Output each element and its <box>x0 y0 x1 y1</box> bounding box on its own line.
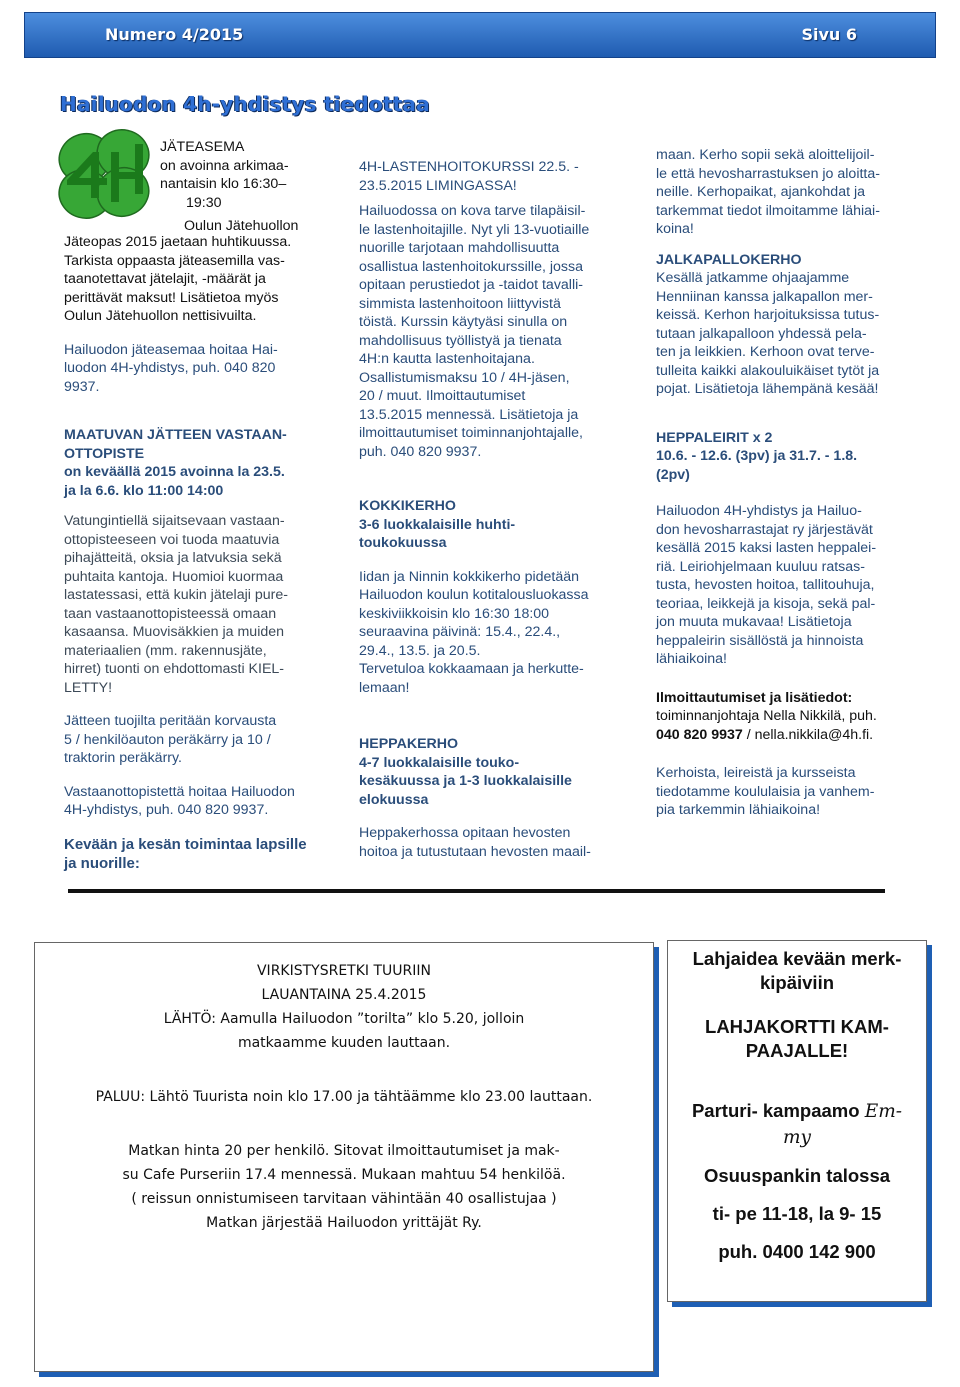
text-line: heppaleirin sisällöstä ja hinnoista <box>656 632 864 649</box>
heppakerho-paragraph <box>359 824 649 861</box>
text-line: seuraavina päivinä: 15.4., 22.4., <box>359 624 561 640</box>
salon-prefix: Parturi- kampaamo <box>691 1100 865 1121</box>
text-line: keissä. Kerhon harjoituksissa tutus- <box>656 307 880 323</box>
text-line: pihajätteitä, oksia ja latvuksia sekä <box>64 550 282 566</box>
salon-location: Osuuspankin talossa <box>703 1165 891 1186</box>
trip-info-line: Matkan järjestää Hailuodon yrittäjät Ry. <box>206 1215 482 1231</box>
jateasema-title: JÄTEASEMA <box>160 139 245 155</box>
text-line: tutaan jalkapalloon yhdessä pela- <box>656 325 867 342</box>
text-line: Hailuodossa on kova tarve tilapäisil- <box>359 203 586 219</box>
ilmoittautumiset-block <box>656 689 946 745</box>
text-line: 3-6 luokkalaisille huhti- <box>359 516 516 533</box>
text-line: opitaan perustiedot ja -taidot tavalli- <box>359 277 583 293</box>
text-line: OTTOPISTE <box>64 445 145 462</box>
column-2 <box>359 158 649 876</box>
maatuva-title <box>64 426 334 463</box>
text-line: KOKKIKERHO <box>359 498 456 514</box>
text-line: mahdollisuus työllistyä ja tienata <box>359 332 562 349</box>
text-line: le että hevosharrastuksen jo aloitta- <box>656 165 880 182</box>
trip-info-line: su Cafe Purseriin 17.4 mennessä. Mukaan mahtuu 54 henkilöä. <box>122 1167 566 1183</box>
text-line: le lastenhoitajille. Nyt yli 13-vuotiaille <box>359 221 590 238</box>
text-line: 23.5.2015 LIMINGASSA! <box>359 177 517 194</box>
text-line: tarkemmat tiedot ilmoitamme lähiai- <box>656 202 880 219</box>
phone-number: 040 820 9937 <box>656 726 743 743</box>
text-line: kasaansa. Muovisäkkien ja muiden <box>64 624 285 640</box>
text-line: on keväällä 2015 avoinna la 23.5. <box>64 464 285 480</box>
text-line: taan vastaanottopisteessä omaan <box>64 605 277 622</box>
text-line: puh. 040 820 9937. <box>359 443 482 460</box>
text-line: don hevosharrastajat ry järjestävät <box>656 521 873 538</box>
text-line: 4H-LASTENHOITOKURSSI 22.5. - <box>359 159 579 175</box>
trip-title: VIRKISTYSRETKI TUURIIN <box>256 963 431 979</box>
text-line: elokuussa <box>359 791 429 808</box>
trip-info-line: ( reissun onnistumiseen tarvitaan vähintään 40 osallistujaa ) <box>131 1191 557 1207</box>
text-line: lastatessasi, että kukin jätelaji pure- <box>64 587 288 603</box>
text-line: Oulun Jätehuollon nettisivuilta. <box>64 308 257 324</box>
column-3 <box>656 146 946 835</box>
text-line: MAATUVAN JÄTTEEN VASTAAN- <box>64 427 287 443</box>
heppaleirit-title <box>656 429 946 485</box>
text-line: puhtaita kantoja. Huomioi kuormaa <box>64 568 284 585</box>
jateasema-line: on avoinna arkimaa- <box>160 157 289 174</box>
section-divider <box>68 889 885 893</box>
ilmoittautumiset-title: Ilmoittautumiset ja lisätiedot: <box>656 689 853 706</box>
text-line: Hailuodon jäteasemaa hoitaa Hai- <box>64 341 278 358</box>
jateopas-paragraph <box>64 233 334 326</box>
text-line: koina! <box>656 221 694 237</box>
trip-info-line: Matkan hinta 20 per henkilö. Sitovat ilmoittautumiset ja mak- <box>128 1143 560 1159</box>
column-1 <box>64 233 334 888</box>
gift-card-line: LAHJAKORTTI KAM- <box>705 1016 889 1037</box>
heppakerho-continued <box>656 146 946 239</box>
text-line: ten ja leikkien. Kerhoon ovat terve- <box>656 344 875 360</box>
jateasema-oulun: Oulun Jätehuollon <box>184 218 299 234</box>
kevaan-toimintaa-heading <box>64 835 334 873</box>
salon-phone: puh. 0400 142 900 <box>718 1241 876 1262</box>
text-line: 20 / muut. Ilmoittautumiset <box>359 388 526 404</box>
text-line: Iidan ja Ninnin kokkikerho pidetään <box>359 568 580 585</box>
maatuva-when <box>64 463 334 500</box>
text-line: Vastaanottopistettä hoitaa Hailuodon <box>64 783 295 800</box>
email-address[interactable]: / nella.nikkila@4h.fi. <box>742 726 874 743</box>
lastenhoito-paragraph <box>359 202 649 461</box>
text-line: 4H:n kautta lastenhoitajana. <box>359 351 535 367</box>
text-line: simmista lastenhoitoon liittyvistä <box>359 295 561 312</box>
text-line: 5 / henkilöauton peräkärry ja 10 / <box>64 731 271 748</box>
text-line: Henniinan kanssa jalkapallon mer- <box>656 288 873 305</box>
text-line: Kesällä jatkamme ohjaajamme <box>656 270 850 286</box>
gift-title-line: kipäiviin <box>759 972 835 993</box>
text-line: toiminnanjohtaja Nella Nikkilä, puh. <box>656 708 877 724</box>
text-line: keskiviikkoisin klo 16:30 18:00 <box>359 605 550 622</box>
text-line: Heppakerhossa opitaan hevosten <box>359 825 571 841</box>
text-line: tiedotamme koululaisia ja vanhem- <box>656 783 875 800</box>
text-line: 13.5.2015 mennessä. Lisätietoja ja <box>359 406 579 423</box>
text-line: Kevään ja kesän toimintaa lapsille <box>64 835 307 853</box>
tiedotus-paragraph <box>656 764 946 820</box>
text-line: hoitoa ja tutustutaan hevosten maail- <box>359 843 591 860</box>
text-line: Kerhoista, leireistä ja kursseista <box>656 765 856 781</box>
gift-card-line: PAAJALLE! <box>745 1040 849 1061</box>
4h-clover-logo-icon <box>55 122 155 232</box>
salon-name-part: Em- <box>864 1101 903 1122</box>
text-line: pia tarkemmin lähiaikoina! <box>656 802 821 818</box>
trip-departure-cont: matkaamme kuuden lauttaan. <box>237 1035 451 1051</box>
text-line: kesäkuussa ja 1-3 luokkalaisille <box>359 773 572 789</box>
heppakerho-title <box>359 735 649 809</box>
text-line: neille. Kerhopaikat, ajankohdat ja <box>656 184 866 200</box>
text-line: hirret) tuonti on ehdottomasti KIEL- <box>64 661 285 677</box>
text-line: Tervetuloa kokkaamaan ja herkutte- <box>359 661 584 677</box>
text-line: riä. Leiriohjelmaan kuuluu ratsas- <box>656 558 865 575</box>
korvaus-paragraph <box>64 712 334 768</box>
salon-hours: ti- pe 11-18, la 9- 15 <box>712 1203 882 1224</box>
text-line: 29.4., 13.5. ja 20.5. <box>359 642 481 659</box>
text-line: töistä. Kurssin käytyäsi sinulla on <box>359 314 568 330</box>
text-line: pojat. Lisätietoja lähempänä kesää! <box>656 381 879 397</box>
text-line: HEPPALEIRIT x 2 <box>656 429 773 446</box>
salon-name-line <box>668 1099 926 1124</box>
gift-title-line: Lahjaidea kevään merk- <box>692 948 902 969</box>
text-line: kesällä 2015 kaksi lasten heppalei- <box>656 540 877 556</box>
text-line: (2pv) <box>656 466 690 483</box>
text-line: Osallistumismaksu 10 / 4H-jäsen, <box>359 369 570 386</box>
text-line: luodon 4H-yhdistys, puh. 040 820 <box>64 360 276 376</box>
text-line: Vatungintiellä sijaitsevaan vastaan- <box>64 513 285 529</box>
page-header-bar <box>24 12 936 58</box>
text-line: ilmoittautumiset toiminnanjohtajalle, <box>359 425 583 441</box>
text-line: Hailuodon 4H-yhdistys ja Hailuo- <box>656 503 862 519</box>
text-line: toukokuussa <box>359 535 447 551</box>
text-line: jon muuta mukavaa! Lisätietoja <box>656 614 852 630</box>
page-number: Sivu 6 <box>801 25 857 44</box>
text-line: traktorin peräkärry. <box>64 750 183 766</box>
text-line: Jätteen tuojilta peritään korvausta <box>64 713 277 729</box>
kokkikerho-title <box>359 497 649 553</box>
jateasema-hoitaa <box>64 341 334 397</box>
jalkapallokerho-title: JALKAPALLOKERHO <box>656 251 802 268</box>
hoitaa-paragraph <box>64 783 334 820</box>
text-line: ottopisteeseen voi tuoda maatuvia <box>64 531 280 548</box>
text-line: Tarkista oppaasta jäteasemilla vas- <box>64 252 285 269</box>
text-line: ja nuorille: <box>64 854 140 872</box>
text-line: materiaalien (mm. rakennusjäte, <box>64 642 267 659</box>
issue-number: Numero 4/2015 <box>105 25 244 44</box>
text-line: ja la 6.6. klo 11:00 14:00 <box>64 482 224 499</box>
text-line: 10.6. - 12.6. (3pv) ja 31.7. - 1.8. <box>656 448 858 464</box>
text-line: tulleita kaikki alakouluikäiset tytöt ja <box>656 362 880 379</box>
text-line: perittävät maksut! Lisätietoa myös <box>64 289 279 306</box>
salon-name-part: my <box>783 1127 811 1148</box>
text-line: HEPPAKERHO <box>359 736 459 752</box>
text-line: lähiaikoina! <box>656 651 727 667</box>
text-line: osallistua lastenhoitokurssille, jossa <box>359 258 583 275</box>
heppaleirit-paragraph <box>656 502 946 669</box>
text-line: teoriaa, leikkejä ja kisoja, sekä pal- <box>656 595 876 612</box>
section-title: Hailuodon 4h-yhdistys tiedottaa <box>60 92 430 116</box>
trip-date: LAUANTAINA 25.4.2015 <box>261 987 427 1003</box>
kokkikerho-paragraph <box>359 568 649 698</box>
trip-return: PALUU: Lähtö Tuurista noin klo 17.00 ja tähtäämme klo 23.00 lauttaan. <box>95 1089 593 1105</box>
jalkapallokerho-paragraph <box>656 269 946 399</box>
text-line: taanotettavat jätelajit, -määrät ja <box>64 271 266 287</box>
lastenhoito-title <box>359 158 649 195</box>
text-line: Hailuodon koulun kotitalousluokassa <box>359 587 589 603</box>
jateasema-line: nantaisin klo 16:30– <box>160 176 287 192</box>
jateasema-line: 19:30 <box>186 194 222 211</box>
jateasema-block <box>160 138 298 236</box>
text-line: nuorille tarjotaan mahdollisuutta <box>359 240 560 256</box>
text-line: 4H-yhdistys, puh. 040 820 9937. <box>64 802 269 818</box>
text-line: LETTY! <box>64 679 113 696</box>
text-line: tusta, hevosten hoitoa, tallitouhuja, <box>656 577 875 593</box>
text-line: 9937. <box>64 378 100 395</box>
text-line: 4-7 luokkalaisille touko- <box>359 754 520 771</box>
maatuva-paragraph <box>64 512 334 697</box>
text-line: lemaan! <box>359 679 410 696</box>
trip-announcement-box <box>34 942 654 1372</box>
text-line: maan. Kerho sopii sekä aloittelijoil- <box>656 147 875 163</box>
trip-departure: LÄHTÖ: Aamulla Hailuodon ”torilta” klo 5.20, jolloin <box>163 1011 525 1027</box>
text-line: Jäteopas 2015 jaetaan huhtikuussa. <box>64 234 292 250</box>
gift-card-ad-box <box>667 940 927 1302</box>
